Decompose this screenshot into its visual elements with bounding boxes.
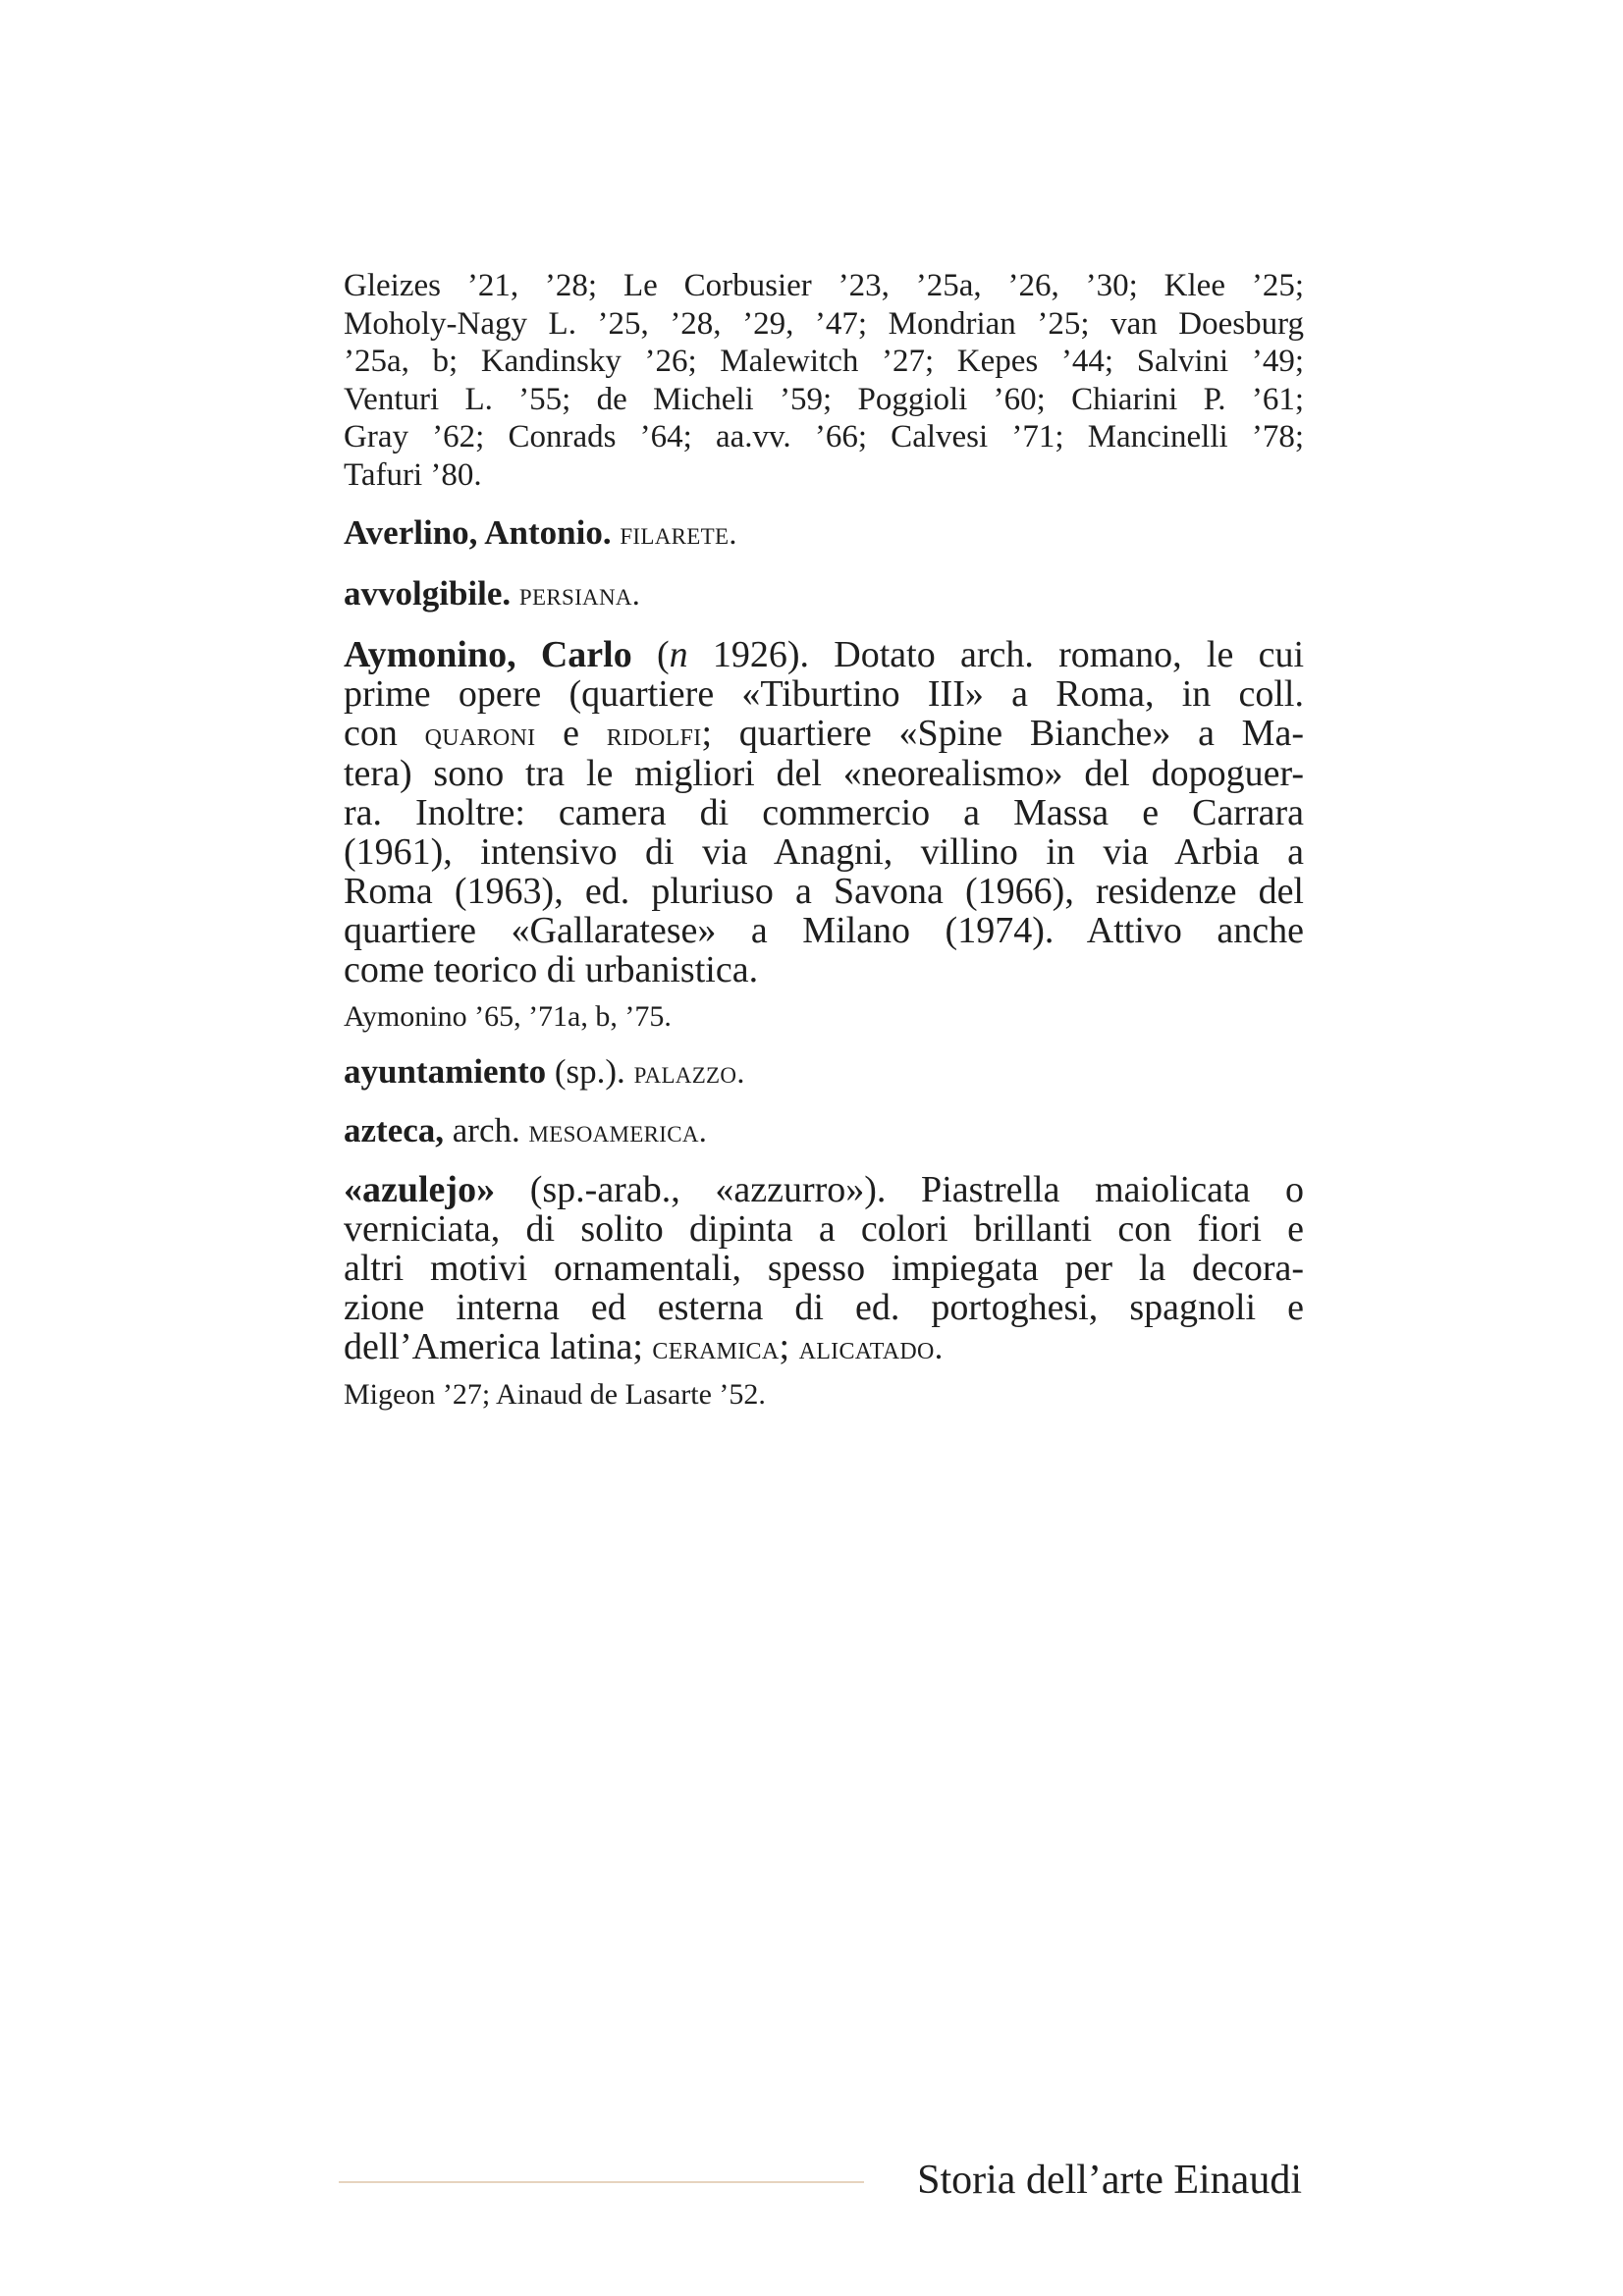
footer-rule <box>339 2181 864 2183</box>
bibliography-line: Gleizes ’21, ’28; Le Corbusier ’23, ’25a, ’26, ’30; Klee ’25; <box>344 268 1304 303</box>
text-run: ( <box>631 634 670 675</box>
entry-avvolgibile <box>344 574 1304 614</box>
entry-headword: azteca, <box>344 1111 445 1149</box>
text-run-italic: n <box>669 634 688 675</box>
entry-line: altri motivi ornamentali, spesso impiegata per la decora- <box>344 1248 1304 1289</box>
text-run: arch. <box>444 1111 529 1149</box>
cross-reference: persiana. <box>518 576 641 612</box>
bibliography-line: Moholy-Nagy L. ’25, ’28, ’29, ’47; Mondrian ’25; van Doesburg <box>344 305 1304 342</box>
entry-line <box>344 1170 1304 1209</box>
cross-reference: ceramica <box>652 1328 780 1366</box>
entry-line: zione interna ed esterna di ed. portoghesi, spagnoli e <box>344 1287 1304 1328</box>
entry-azteca <box>344 1111 1304 1150</box>
text-run: ; quartiere «Spine Bianche» a Ma- <box>701 713 1304 754</box>
cross-reference: alicatado. <box>798 1328 944 1366</box>
entry-averlino <box>344 513 1304 553</box>
entry-line: verniciata, di solito dipinta a colori brillanti con fiori e <box>344 1208 1304 1250</box>
cross-reference: mesoamerica. <box>528 1113 708 1148</box>
entry-headword: avvolgibile. <box>344 574 512 613</box>
cross-reference: ridolfi <box>606 715 702 753</box>
cross-reference: palazzo. <box>633 1054 745 1090</box>
entry-references: Aymonino ’65, ’71a, b, ’75. <box>344 1000 672 1033</box>
entry-line: prime opere (quartiere «Tiburtino III» a Roma, in coll. <box>344 673 1304 715</box>
text-run: e <box>535 713 607 754</box>
entry-line <box>344 635 1304 674</box>
bibliography-line: Tafuri ’80. <box>344 456 482 493</box>
text-run: 1926). Dotato arch. romano, le cui <box>687 634 1305 675</box>
entry-headword: Aymonino, Carlo <box>344 634 632 675</box>
text-run: dell’America latina; <box>344 1326 653 1367</box>
entry-line: (1961), intensivo di via Anagni, villino in via Arbia a <box>344 831 1304 873</box>
cross-reference: quaroni <box>424 715 536 753</box>
entry-line <box>344 714 1304 754</box>
entry-line: quartiere «Gallaratese» a Milano (1974). Attivo anche <box>344 910 1304 951</box>
bibliography-line: Gray ’62; Conrads ’64; aa.vv. ’66; Calvesi ’71; Mancinelli ’78; <box>344 419 1304 454</box>
entry-line <box>344 1327 1304 1367</box>
text-run: con <box>344 713 425 754</box>
entry-azulejo <box>344 1170 1304 1413</box>
cross-reference: filarete. <box>620 515 737 551</box>
entry-references: Migeon ’27; Ainaud de Lasarte ’52. <box>344 1378 766 1411</box>
text-run: (sp.-arab., «azzurro»). Piastrella maiolicata o <box>495 1169 1304 1210</box>
entry-line: Roma (1963), ed. pluriuso a Savona (1966), residenze del <box>344 871 1304 912</box>
entry-line: tera) sono tra le migliori del «neorealismo» del dopoguer- <box>344 753 1304 794</box>
entry-line: ra. Inoltre: camera di commercio a Massa e Carrara <box>344 792 1304 833</box>
entry-headword: ayuntamiento <box>344 1052 547 1091</box>
page-body <box>344 267 1304 1413</box>
text-run: (sp.). <box>546 1052 634 1091</box>
bibliography-line: Venturi L. ’55; de Micheli ’59; Poggioli ’60; Chiarini P. ’61; <box>344 381 1304 417</box>
entry-line: come teorico di urbanistica. <box>344 949 759 990</box>
entry-headword: «azulejo» <box>344 1169 496 1210</box>
entry-ayuntamiento <box>344 1052 1304 1092</box>
text-run: ; <box>779 1326 799 1367</box>
bibliography-block <box>344 267 1304 494</box>
entry-aymonino <box>344 635 1304 1035</box>
footer-title: Storia dell’arte Einaudi <box>917 2158 1302 2203</box>
entry-headword: Averlino, Antonio. <box>344 513 612 552</box>
bibliography-line: ’25a, b; Kandinsky ’26; Malewitch ’27; Kepes ’44; Salvini ’49; <box>344 344 1304 379</box>
